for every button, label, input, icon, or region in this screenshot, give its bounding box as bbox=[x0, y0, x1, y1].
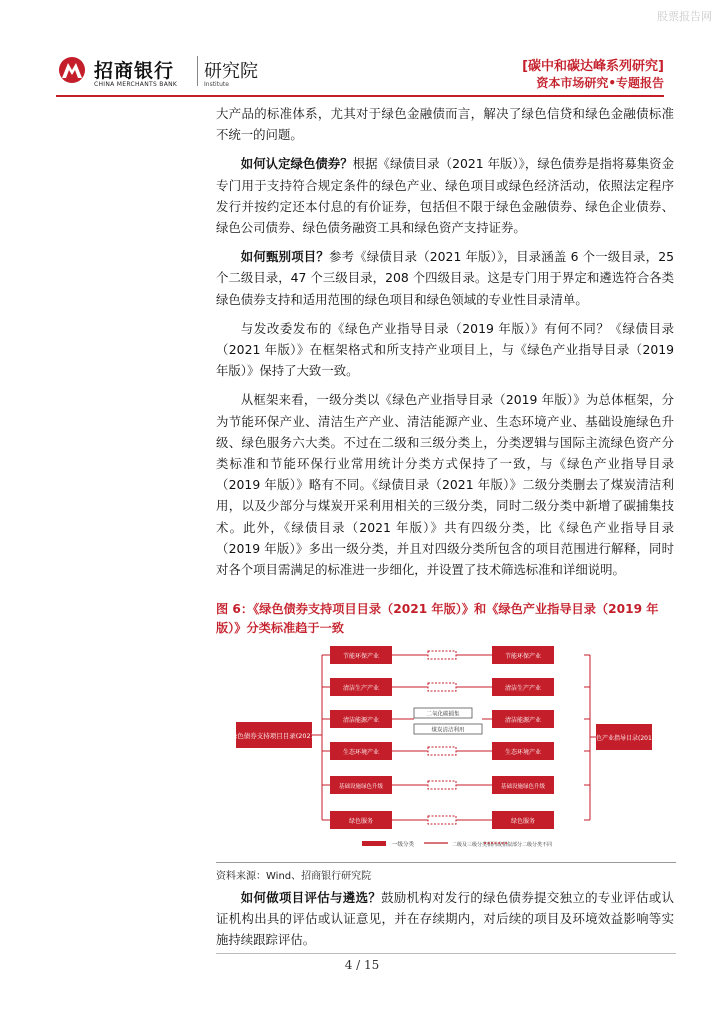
paragraph bbox=[216, 246, 674, 310]
paragraph-lead: 如何认定绿色债券？ bbox=[240, 156, 353, 172]
paragraph: 从框架来看，一级分类以《绿色产业指导目录（2019 年版）》为总体框架，分为节能环保产业、清洁生产产业、清洁能源产业、生态环境产业、基础设施绿色升级、绿色服务六大类。不过在二级和三级分类上，分类逻辑与国际主流绿色资产分类标准和节能环保行业常用统计分类方式保持了一致，与《绿色产业指导目录（2019 年版）》略有不同。《绿债目录（2021 年版）》二级分类删去了煤炭清洁利用，以及少部分与煤炭开采利用相关的三级分类，同时二级分类中新增了碳捕集技术。此外，《绿债目录（2021 年版）》共有四级分类，比《绿色产业指导目录（2019 年版）》多出一级分类，并且对四级分类所包含的项目范围进行解释，同时对各个项目需满足的标准进一步细化，并设置了技术筛选标准和详细说明。 bbox=[216, 392, 674, 578]
paragraph: 大产品的标准体系，尤其对于绿色金融债而言，解决了绿色信贷和绿色金融债标准不统一的问题。 bbox=[216, 106, 674, 143]
right-items bbox=[492, 646, 554, 829]
left-item-label: 基础设施绿色升级 bbox=[338, 784, 384, 790]
right-root-label: 绿色产业指导目录(2019) bbox=[590, 735, 658, 742]
left-items bbox=[330, 646, 392, 829]
right-connector bbox=[584, 655, 596, 820]
paragraph bbox=[216, 887, 674, 951]
left-item-label: 生态环境产业 bbox=[342, 749, 380, 756]
series-title: [碳中和碳达峰系列研究] bbox=[522, 59, 664, 74]
legend bbox=[362, 840, 552, 848]
paragraph bbox=[216, 153, 674, 238]
removed-item-label: 煤炭清洁利用 bbox=[431, 727, 465, 734]
header-rule bbox=[56, 95, 664, 97]
paragraph-text: 参考《绿债目录（2021 年版）》，目录涵盖 6 个一级目录，25 个二级目录，47 个三级目录，208 个四级目录。这是专门用于界定和遴选符合各类绿色债券支持和适用范围的绿色项目和绿色领域的专业性目录清单。 bbox=[216, 249, 674, 307]
legend-consistent: 二级及三级分类相同或相似 bbox=[452, 842, 513, 848]
left-item-label: 节能环保产业 bbox=[342, 653, 380, 660]
paragraph: 与发改委发布的《绿色产业指导目录（2019 年版）》有何不同？《绿债目录（2021 年版）》在框架格式和所支持产业项目上，与《绿色产业指导目录（2019 年版）》保持了大致一致。 bbox=[216, 320, 674, 379]
figure-title: 图 6：《绿色债券支持项目目录（2021 年版）》和《绿色产业指导目录（2019 年版）》分类标准趋于一致 bbox=[216, 602, 659, 635]
paragraph-text: 根据《绿债目录（2021 年版）》，绿色债券是指将募集资金专门用于支持符合规定条件的绿色产业、绿色项目或绿色经济活动，依照法定程序发行并按约定还本付息的有价证券，包括但不限于绿色金融债券、绿色企业债券、绿色公司债券、绿色债务融资工具和绿色资产支持证券。 bbox=[216, 156, 675, 236]
right-item-label: 基础设施绿色升级 bbox=[500, 784, 546, 790]
right-item-label: 生态环境产业 bbox=[504, 749, 542, 756]
paragraph-text: 鼓励机构对发行的绿色债券提交独立的专业评估或认证机构出具的评估或认证意见，并在存续期内，对后续的项目及环境效益影响等实施持续跟踪评估。 bbox=[216, 890, 675, 948]
footer-rule bbox=[216, 953, 676, 954]
institute-name-cn: 研究院 bbox=[204, 61, 258, 82]
tail-text bbox=[216, 887, 674, 951]
figure-source: 资料来源：Wind、招商银行研究院 bbox=[216, 871, 372, 882]
left-item-label: 清洁能源产业 bbox=[342, 717, 380, 724]
report-header bbox=[0, 46, 724, 94]
watermark: 股票报告网 bbox=[657, 10, 712, 23]
left-item-label: 清洁生产产业 bbox=[342, 685, 380, 692]
new-item-label: 二氧化碳捕集 bbox=[426, 711, 460, 718]
logo-divider bbox=[197, 56, 198, 86]
page-number: 4 / 15 bbox=[344, 958, 380, 972]
figure-diagram bbox=[216, 640, 676, 862]
paragraph-lead: 如何做项目评估与遴选？ bbox=[240, 890, 382, 905]
paragraph-lead: 如何甄别项目？ bbox=[240, 249, 329, 265]
bank-name-en: CHINA MERCHANTS BANK bbox=[94, 81, 178, 88]
report-type: 资本市场研究•专题报告 bbox=[536, 76, 664, 90]
main-text bbox=[216, 103, 674, 588]
legend-partial: 部分二级分类不同 bbox=[512, 842, 553, 848]
right-item-label: 绿色服务 bbox=[510, 818, 536, 825]
left-root-label: 绿色债券支持项目目录(2021) bbox=[230, 732, 318, 740]
bank-name-cn: 招商银行 bbox=[94, 60, 175, 82]
figure-rule bbox=[216, 862, 676, 863]
classification-diagram bbox=[216, 640, 676, 862]
bridges bbox=[392, 651, 492, 824]
right-item-label: 清洁生产产业 bbox=[504, 685, 542, 692]
right-item-label: 清洁能源产业 bbox=[504, 717, 542, 724]
legend-level1: 一级分类 bbox=[392, 842, 415, 848]
bank-logo-icon bbox=[56, 56, 88, 84]
left-item-label: 绿色服务 bbox=[348, 818, 374, 825]
right-item-label: 节能环保产业 bbox=[504, 653, 542, 660]
institute-name-en: Institute bbox=[204, 81, 229, 88]
